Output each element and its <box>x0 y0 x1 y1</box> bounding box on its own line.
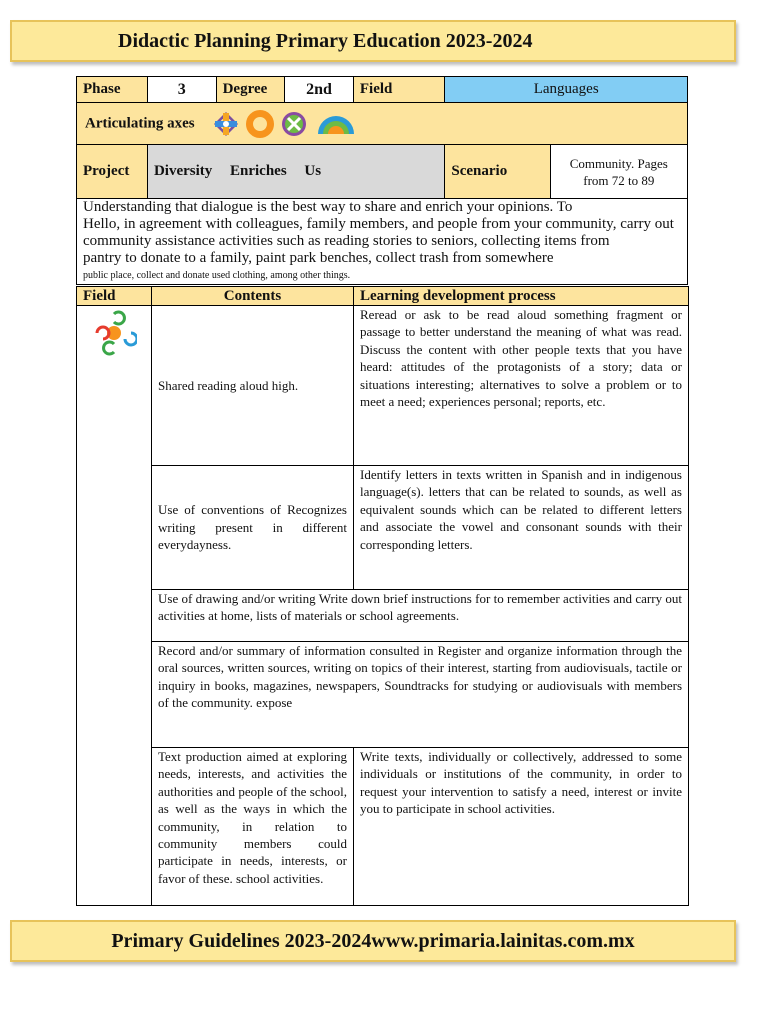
intro-line: public place, collect and donate used clothing, among other things. <box>83 270 351 281</box>
axes-icons <box>212 110 358 138</box>
content-cell: Use of drawing and/or writing Write down brief instructions for to remember activities and carry out activities at home, lists of materials or school agreements. <box>152 590 689 642</box>
intro-line: Hello, in agreement with colleagues, family members, and people from your community, carry out <box>83 216 674 232</box>
project-value: Diversity Enriches Us <box>147 145 444 199</box>
content-cell: Record and/or summary of information consulted in Register and organize information through the oral sources, written sources, writing on topics of their interest, starting from audiovisuals, tactile or inquiry in books, magazines, newspapers, Soundtracks for studying or audiovisuals with members of the community. expose <box>152 642 689 748</box>
axes-row <box>77 103 688 145</box>
field-icon-cell <box>77 306 152 906</box>
axes-label: Articulating axes <box>85 114 195 131</box>
field-label: Field <box>353 77 445 103</box>
top-banner: Didactic Planning Primary Education 2023-2024 <box>10 20 736 62</box>
bottom-banner: Primary Guidelines 2023-2024www.primaria.lainitas.com.mx <box>10 920 736 962</box>
phase-value: 3 <box>147 77 216 103</box>
intro-paragraph <box>77 199 688 285</box>
x-circle-icon <box>280 110 308 138</box>
degree-label: Degree <box>216 77 285 103</box>
process-cell: Reread or ask to be read aloud something fragment or passage to better understand the meaning of what was read. Discuss the content with other people texts that you have heard: attitudes of the protagonists of a story; data or situations interesting; alternatives to solve a problem or to meet a need; experiences personal; reports, etc. <box>354 306 689 466</box>
learning-table <box>76 286 689 906</box>
col-header-contents: Contents <box>152 287 354 306</box>
flower-icon <box>91 344 137 359</box>
field-value: Languages <box>445 77 688 103</box>
rainbow-icon <box>314 110 358 138</box>
header-table <box>76 76 688 285</box>
content-cell: Text production aimed at exploring needs, interests, and activities the authorities and people of the school, as well as the ways in which the community, in relation to community members could participate in needs, interests, or favor of these. school activities. <box>152 748 354 906</box>
col-header-field: Field <box>77 287 152 306</box>
intro-line: Understanding that dialogue is the best way to share and enrich your opinions. To <box>83 199 573 215</box>
scenario-value: Community. Pages from 72 to 89 <box>550 145 687 199</box>
content-cell: Shared reading aloud high. <box>152 306 354 466</box>
phase-label: Phase <box>77 77 148 103</box>
puzzle-cross-icon <box>212 110 240 138</box>
project-label: Project <box>77 145 148 199</box>
content-cell: Use of conventions of Recognizes writing present in different everydayness. <box>152 466 354 590</box>
col-header-process: Learning development process <box>354 287 689 306</box>
scenario-label: Scenario <box>445 145 550 199</box>
process-cell: Write texts, individually or collectively, addressed to some individuals or institutions of the community, in order to request your intervention to satisfy a need, interest or invite you to participate in school activities. <box>354 748 689 906</box>
process-cell: Identify letters in texts written in Spanish and in indigenous language(s). letters that can be related to sounds, as well as equivalent sounds which can be related to different letters and associate the vowel and consonant sounds with their corresponding letters. <box>354 466 689 590</box>
intro-line: community assistance activities such as reading stories to seniors, collecting items from <box>83 233 610 249</box>
degree-value: 2nd <box>285 77 354 103</box>
intro-line: pantry to donate to a family, paint park benches, collect trash from somewhere <box>83 250 554 266</box>
orange-ring-icon <box>246 110 274 138</box>
